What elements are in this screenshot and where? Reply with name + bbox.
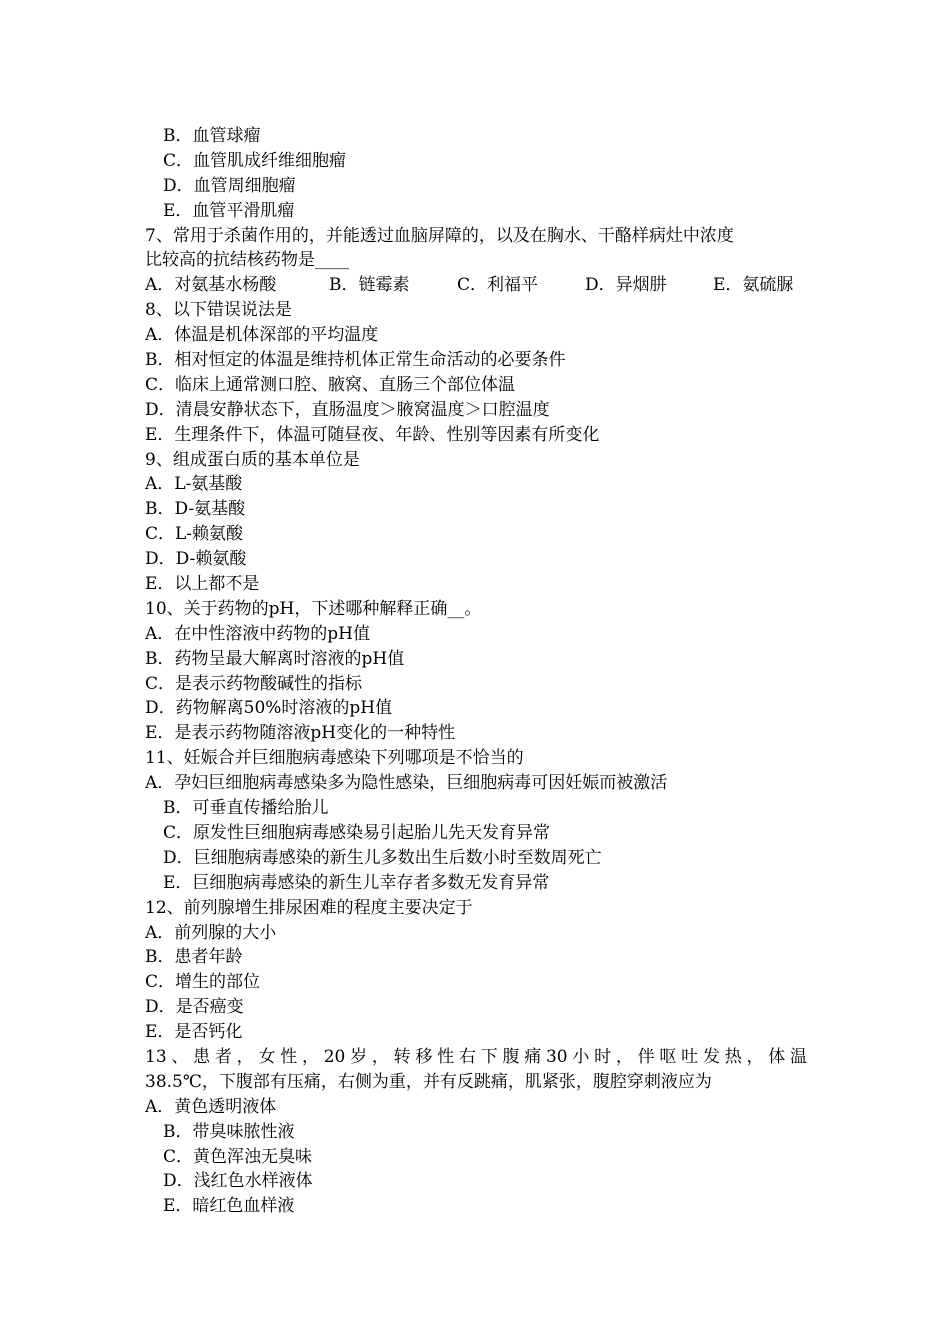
q6-option-e: E．血管平滑肌瘤 xyxy=(163,200,295,221)
q12-stem: 12、前列腺增生排尿困难的程度主要决定于 xyxy=(145,897,473,918)
q11-option-c: C．原发性巨细胞病毒感染易引起胎儿先天发育异常 xyxy=(163,822,551,843)
q11-option-b: B．可垂直传播给胎儿 xyxy=(163,798,329,819)
q13-option-b: B．带臭味脓性液 xyxy=(163,1121,295,1142)
q7-option-e: E．氨硫脲 xyxy=(713,275,794,296)
q12-option-b: B．患者年龄 xyxy=(145,947,243,968)
q11-option-a: A．孕妇巨细胞病毒感染多为隐性感染，巨细胞病毒可因妊娠而被激活 xyxy=(145,773,668,794)
q9-stem: 9、组成蛋白质的基本单位是 xyxy=(145,449,360,470)
q8-option-b: B．相对恒定的体温是维持机体正常生命活动的必要条件 xyxy=(145,350,566,371)
q8-option-d: D．清晨安静状态下，直肠温度＞腋窝温度＞口腔温度 xyxy=(145,399,550,420)
q11-option-d: D．巨细胞病毒感染的新生儿多数出生后数小时至数周死亡 xyxy=(163,847,602,868)
q7-option-d: D．异烟肼 xyxy=(585,275,667,296)
q8-option-e: E．生理条件下，体温可随昼夜、年龄、性别等因素有所变化 xyxy=(145,424,600,445)
q6-option-c: C．血管肌成纤维细胞瘤 xyxy=(163,150,347,171)
q7-option-c: C．利福平 xyxy=(457,275,539,296)
q10-stem: 10、关于药物的pH，下述哪种解释正确__。 xyxy=(145,598,482,619)
q10-option-a: A．在中性溶液中药物的pH值 xyxy=(145,623,370,644)
q13-option-d: D．浅红色水样液体 xyxy=(163,1171,313,1192)
q9-option-d: D．D-赖氨酸 xyxy=(145,549,247,570)
q7-options-row xyxy=(145,273,807,298)
q9-option-a: A．L-氨基酸 xyxy=(145,474,243,495)
q12-option-d: D．是否癌变 xyxy=(145,997,244,1018)
q8-option-c: C．临床上通常测口腔、腋窝、直肠三个部位体温 xyxy=(145,374,516,395)
q13-option-a: A．黄色透明液体 xyxy=(145,1096,277,1117)
q11-option-e: E．巨细胞病毒感染的新生儿幸存者多数无发育异常 xyxy=(163,872,550,893)
q7-stem-line1: 7、常用于杀菌作用的，并能透过血脑屏障的，以及在胸水、干酪样病灶中浓度 xyxy=(145,225,734,246)
q6-option-b: B．血管球瘤 xyxy=(163,126,261,146)
q9-option-e: E．以上都不是 xyxy=(145,574,260,595)
q10-option-d: D．药物解离50%时溶液的pH值 xyxy=(145,698,393,719)
exam-questions xyxy=(145,124,807,1219)
q13-option-e: E．暗红色血样液 xyxy=(163,1196,295,1217)
q6-option-d: D．血管周细胞瘤 xyxy=(163,175,296,196)
q11-stem: 11、妊娠合并巨细胞病毒感染下列哪项是不恰当的 xyxy=(145,748,524,769)
q10-option-c: C．是表示药物酸碱性的指标 xyxy=(145,673,363,694)
q7-option-a: A．对氨基水杨酸 xyxy=(145,275,277,296)
q7-stem-line2: 比较高的抗结核药物是____ xyxy=(145,250,349,271)
q8-stem: 8、以下错误说法是 xyxy=(145,300,292,321)
q12-option-a: A．前列腺的大小 xyxy=(145,922,277,943)
q8-option-a: A．体温是机体深部的平均温度 xyxy=(145,325,379,346)
q13-option-c: C．黄色浑浊无臭味 xyxy=(163,1146,313,1167)
q9-option-b: B．D-氨基酸 xyxy=(145,499,246,520)
q12-option-e: E．是否钙化 xyxy=(145,1022,243,1043)
q7-option-b: B．链霉素 xyxy=(329,275,410,296)
q12-option-c: C．增生的部位 xyxy=(145,972,261,993)
q13-stem-line2: 38.5℃，下腹部有压痛，右侧为重，并有反跳痛，肌紧张，腹腔穿刺液应为 xyxy=(145,1071,712,1092)
q9-option-c: C．L-赖氨酸 xyxy=(145,524,244,545)
q13-stem-line1: 13、患者，女性，20岁，转移性右下腹痛30小时，伴呕吐发热，体温 xyxy=(145,1046,807,1067)
q10-option-e: E．是表示药物随溶液pH变化的一种特性 xyxy=(145,723,456,744)
q10-option-b: B．药物呈最大解离时溶液的pH值 xyxy=(145,648,405,669)
